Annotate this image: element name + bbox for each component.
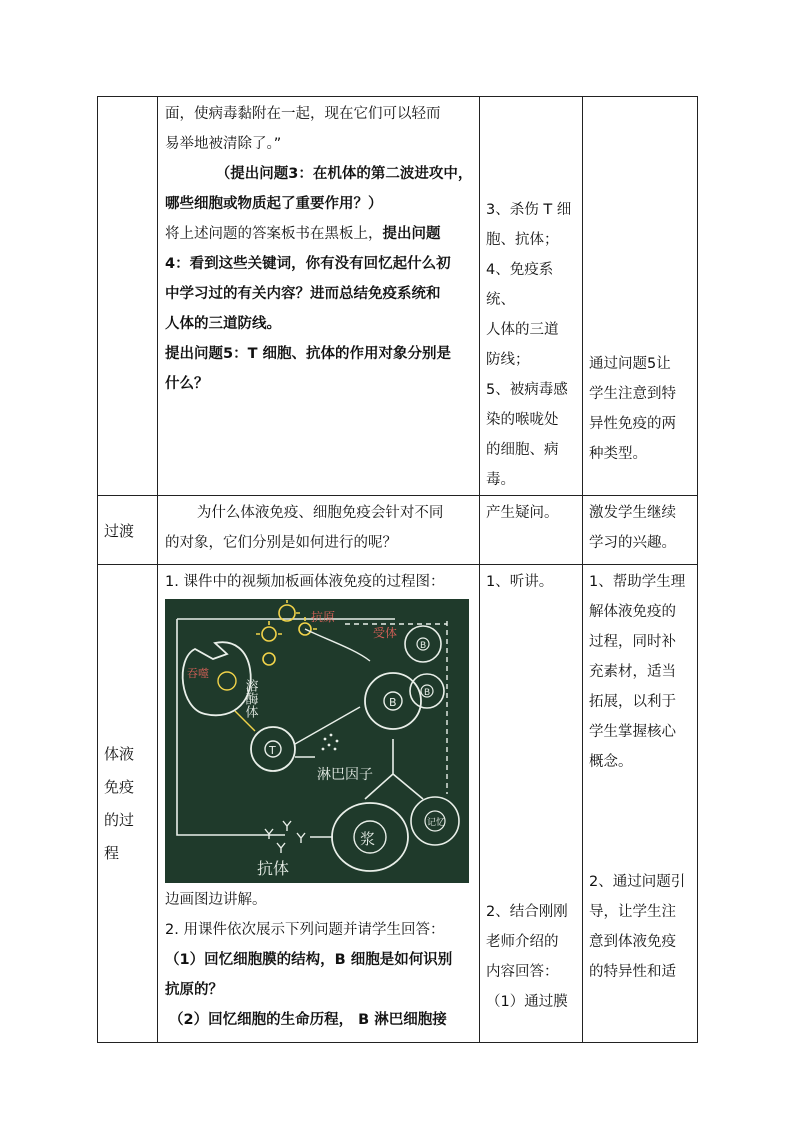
question-4-cont: 人体的三道防线。 <box>165 316 281 332</box>
row3-student-cell <box>480 565 583 1043</box>
text-line: 边画图边讲解。 <box>165 892 267 908</box>
row1-intent-cell <box>583 97 698 496</box>
answer-line: 防线； <box>486 352 530 368</box>
intent-line: 拓展，以利于 <box>589 694 676 710</box>
answer-line: 3、杀伤 T 细 <box>486 202 572 218</box>
answer-line: 染的喉咙处 <box>486 412 559 428</box>
t-cell-label: T <box>269 744 276 757</box>
intent-line: 学生注意到特 <box>589 386 676 402</box>
question-q1-cont: 抗原的？ <box>165 982 223 998</box>
antigen-label: 抗原 <box>311 610 336 624</box>
intent-line: 1、帮助学生理 <box>589 574 686 590</box>
b1-label: B <box>420 641 427 651</box>
item-1: 1. 课件中的视频加板画体液免疫的过程图： <box>165 574 445 590</box>
lymphokine-label: 淋巴因子 <box>317 767 373 783</box>
intent-line: 激发学生继续 <box>589 505 676 521</box>
answer-line: 5、被病毒感 <box>486 382 568 398</box>
row-label: 程 <box>104 843 120 862</box>
row-label: 的过 <box>104 810 135 829</box>
question-4-cont: 中学习过的有关内容？进而总结免疫系统和 <box>165 286 441 302</box>
plasma-label: 浆 <box>360 830 376 848</box>
answer-line: 的细胞、病毒。 <box>486 442 559 488</box>
row3-content-cell <box>158 565 480 1043</box>
row-label: 免疫 <box>104 777 135 796</box>
intent-line: 学生掌握核心 <box>589 724 676 740</box>
row-label: 过渡 <box>104 521 135 540</box>
row2-student-cell <box>480 496 583 565</box>
question-3-cont: 哪些细胞或物质起了重要作用？） <box>165 196 383 212</box>
table-row <box>98 496 698 565</box>
row3-intent-cell <box>583 565 698 1043</box>
intent-line: 学习的兴趣。 <box>589 535 676 551</box>
answer-line: 胞、抗体； <box>486 232 559 248</box>
memory-label: 记忆 <box>427 818 446 828</box>
row1-content-cell <box>158 97 480 496</box>
intent-line: 概念。 <box>589 754 633 770</box>
text-line: 易举地被清除了。” <box>165 136 282 152</box>
question-5: 提出问题5：T 细胞、抗体的作用对象分别是 <box>165 346 452 362</box>
text-line: 面，使病毒黏附在一起，现在它们可以轻而 <box>165 106 441 122</box>
item-2: 2. 用课件依次展示下列问题并请学生回答： <box>165 922 445 938</box>
intent-line: 2、通过问题引 <box>589 874 686 890</box>
answer-line: 老师介绍的 <box>486 934 559 950</box>
row-label: 体液 <box>104 744 135 763</box>
row3-label-cell <box>98 565 158 1043</box>
intent-line: 的特异性和适 <box>589 964 676 980</box>
receptor-label: 受体 <box>373 626 398 640</box>
text-line: 的对象，它们分别是如何进行的呢？ <box>165 535 397 551</box>
question-q1: （1）回忆细胞膜的结构，B 细胞是如何识别 <box>165 952 453 968</box>
intent-line: 充素材，适当 <box>589 664 676 680</box>
answer-line: 产生疑问。 <box>486 505 559 521</box>
row1-student-cell <box>480 97 583 496</box>
table-row <box>98 97 698 496</box>
table-row <box>98 565 698 1043</box>
answer-line: （1）通过膜 <box>486 994 568 1010</box>
intent-line: 异性免疫的两 <box>589 416 676 432</box>
question-4: 将上述问题的答案板书在黑板上，提出问题 <box>165 226 441 242</box>
answer-line: 人体的三道 <box>486 322 559 338</box>
answer-line: 4、免疫系统、 <box>486 262 554 308</box>
humoral-immunity-board-drawing <box>165 599 469 883</box>
question-5-cont: 什么？ <box>165 376 209 392</box>
row2-intent-cell <box>583 496 698 565</box>
answer-line: 内容回答： <box>486 964 559 980</box>
intent-line: 导，让学生注 <box>589 904 676 920</box>
antibody-label: 抗体 <box>257 859 290 878</box>
row2-label-cell <box>98 496 158 565</box>
intent-line: 种类型。 <box>589 446 647 462</box>
question-4-cont: 4：看到这些关键词，你有没有回忆起什么初 <box>165 256 451 272</box>
answer-line: 1、听讲。 <box>486 574 554 590</box>
intent-line: 解体液免疫的 <box>589 604 676 620</box>
answer-line: 2、结合刚刚 <box>486 904 568 920</box>
question-q2: （2）回忆细胞的生命历程， B 淋巴细胞接 <box>169 1012 447 1028</box>
lesson-plan-table <box>97 96 698 1043</box>
text-line: 为什么体液免疫、细胞免疫会针对不同 <box>196 505 444 521</box>
question-3: （提出问题3：在机体的第二波进攻中， <box>215 166 473 182</box>
row1-label-cell <box>98 97 158 496</box>
b-cell-label: B <box>389 696 397 709</box>
phagocyte-label: 吞噬 <box>187 667 209 680</box>
intent-line: 通过问题5让 <box>589 356 671 372</box>
b2-label: B <box>424 688 431 698</box>
intent-line: 过程，同时补 <box>589 634 676 650</box>
row2-content-cell <box>158 496 480 565</box>
intent-line: 意到体液免疫 <box>589 934 676 950</box>
lysosome-label: 溶酶体 <box>242 679 258 718</box>
